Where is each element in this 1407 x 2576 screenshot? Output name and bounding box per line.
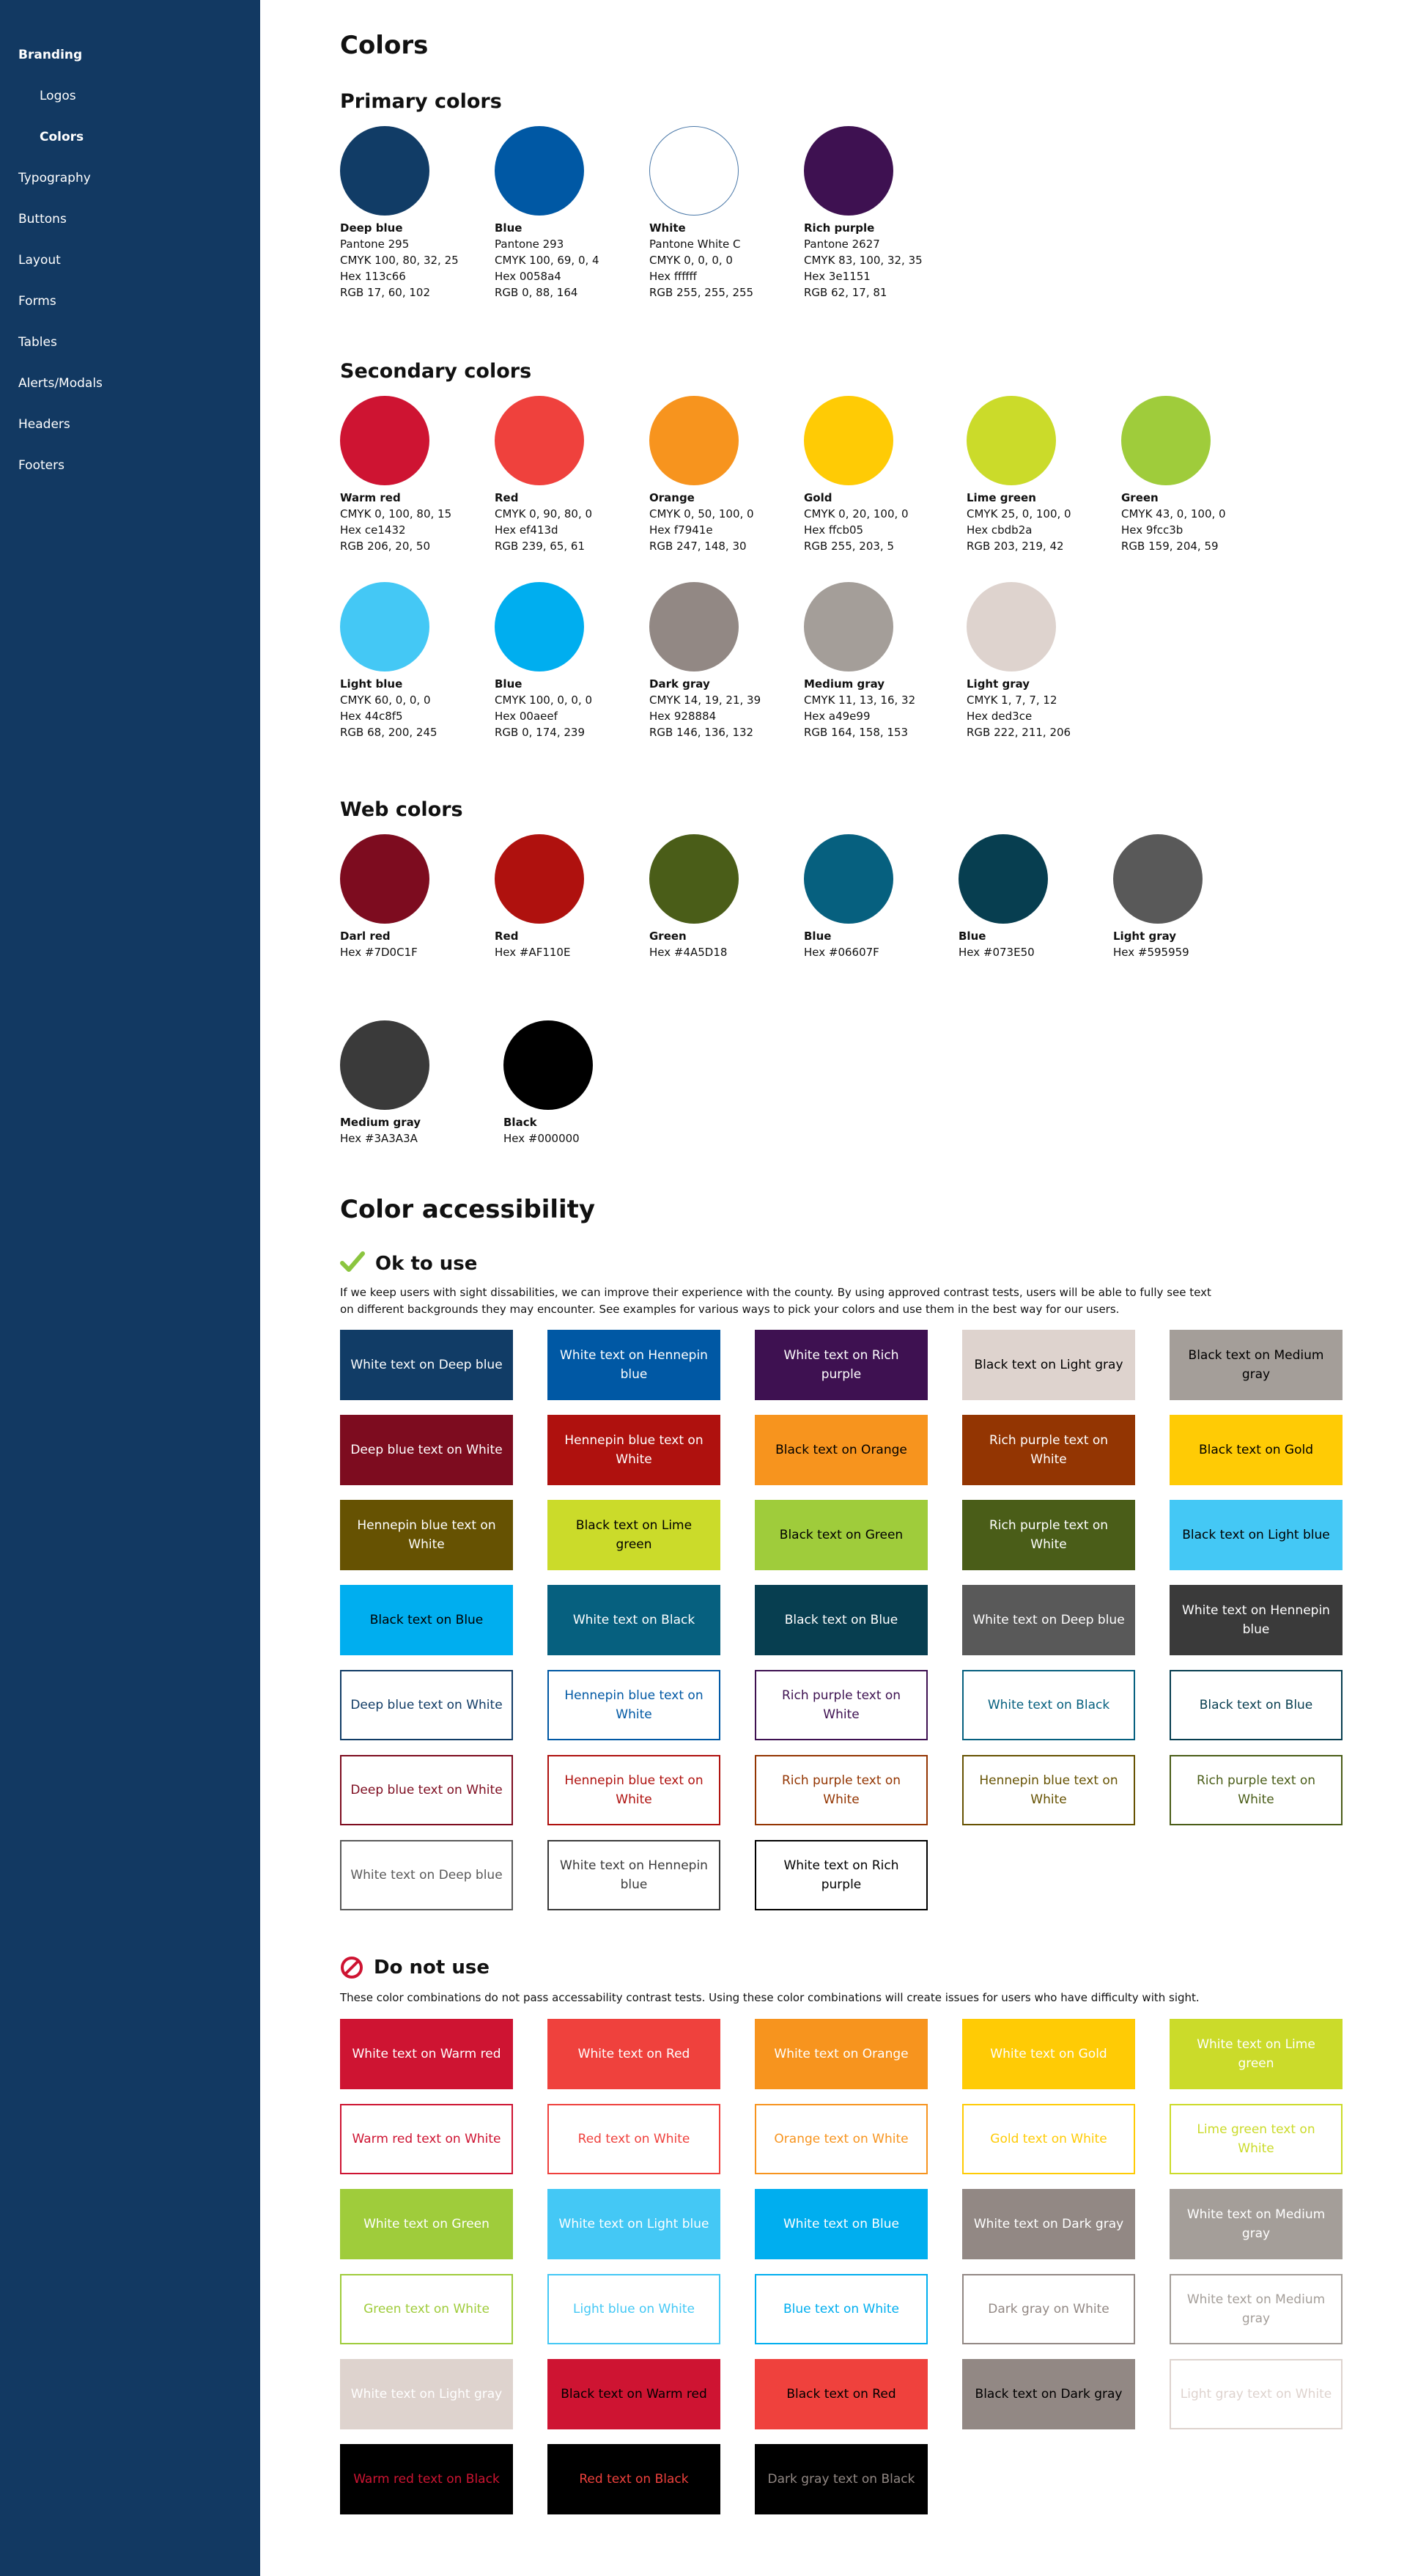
contrast-example: White text on Black: [547, 1585, 720, 1655]
color-spec: Hex ded3ce: [967, 710, 1033, 723]
sidebar-item-colors[interactable]: Colors: [40, 130, 84, 144]
contrast-example: White text on Hennepin blue: [547, 1840, 720, 1910]
contrast-example: Deep blue text on White: [340, 1670, 513, 1740]
color-circle: [495, 396, 584, 485]
color-spec: Hex #595959: [1113, 946, 1189, 959]
sidebar-item-tables[interactable]: Tables: [18, 335, 57, 350]
color-spec: Hex #AF110E: [495, 946, 571, 959]
color-swatch: [1121, 396, 1275, 554]
color-circle: [495, 834, 584, 924]
color-spec: Hex ffcb05: [804, 523, 864, 537]
contrast-example: Black text on Blue: [755, 1585, 928, 1655]
contrast-example: Red text on Black: [547, 2444, 720, 2514]
color-name: Lime green: [967, 491, 1036, 504]
sidebar: [0, 0, 260, 2576]
sidebar-item-footers[interactable]: Footers: [18, 458, 64, 473]
color-swatch: [804, 396, 958, 554]
color-spec: Hex cbdb2a: [967, 523, 1033, 537]
color-name: Red: [495, 930, 519, 943]
color-name: Warm red: [340, 491, 401, 504]
contrast-example: Black text on Light gray: [962, 1330, 1135, 1400]
contrast-example: Black text on Lime green: [547, 1500, 720, 1570]
secondary-colors-heading: Secondary colors: [340, 360, 532, 383]
color-swatch: [649, 834, 803, 960]
color-circle: [340, 834, 429, 924]
do-not-use-heading: Do not use: [374, 1957, 490, 1979]
color-name: Blue: [959, 930, 986, 943]
color-spec: Pantone White C: [649, 238, 741, 251]
contrast-example: Black text on Orange: [755, 1415, 928, 1485]
color-spec: RGB 68, 200, 245: [340, 726, 437, 739]
primary-colors-heading: Primary colors: [340, 90, 502, 113]
contrast-example: White text on Light blue: [547, 2189, 720, 2259]
contrast-example: Light gray text on White: [1170, 2359, 1343, 2429]
color-name: Gold: [804, 491, 832, 504]
color-spec: RGB 164, 158, 153: [804, 726, 909, 739]
color-circle: [340, 126, 429, 216]
contrast-example: Blue text on White: [755, 2274, 928, 2344]
color-spec: RGB 146, 136, 132: [649, 726, 754, 739]
color-spec: Hex #7D0C1F: [340, 946, 418, 959]
contrast-example: Lime green text on White: [1170, 2104, 1343, 2174]
color-circle: [967, 582, 1056, 671]
color-name: Blue: [804, 930, 832, 943]
color-circle: [649, 582, 739, 671]
sidebar-item-alerts-modals[interactable]: Alerts/Modals: [18, 376, 103, 391]
color-name: Orange: [649, 491, 695, 504]
contrast-example: Deep blue text on White: [340, 1755, 513, 1825]
color-name: Black: [503, 1116, 537, 1129]
color-swatch: [804, 834, 958, 960]
color-swatch: [649, 582, 803, 740]
contrast-example: White text on Red: [547, 2019, 720, 2089]
color-swatch: [495, 396, 649, 554]
main-content: [340, 0, 1366, 2576]
color-name: White: [649, 221, 686, 235]
contrast-example: White text on Deep blue: [340, 1330, 513, 1400]
contrast-example: White text on Rich purple: [755, 1840, 928, 1910]
color-swatch: [649, 126, 803, 301]
contrast-example: Deep blue text on White: [340, 1415, 513, 1485]
color-spec: RGB 255, 255, 255: [649, 286, 754, 299]
color-swatch: [340, 126, 494, 301]
sidebar-item-layout[interactable]: Layout: [18, 253, 61, 268]
color-circle: [804, 582, 893, 671]
web-colors-heading: Web colors: [340, 798, 463, 821]
color-swatch: [804, 582, 958, 740]
prohibited-icon: [340, 1956, 363, 1982]
color-spec: Hex #073E50: [959, 946, 1035, 959]
color-spec: Hex #06607F: [804, 946, 879, 959]
color-circle: [340, 582, 429, 671]
contrast-example: White text on Warm red: [340, 2019, 513, 2089]
contrast-example: Light blue on White: [547, 2274, 720, 2344]
contrast-example: Rich purple text on White: [755, 1670, 928, 1740]
color-spec: Pantone 295: [340, 238, 410, 251]
sidebar-item-logos[interactable]: Logos: [40, 89, 76, 103]
contrast-example: White text on Lime green: [1170, 2019, 1343, 2089]
color-spec: CMYK 0, 50, 100, 0: [649, 507, 754, 520]
page-title: Colors: [340, 31, 429, 60]
color-circle: [1113, 834, 1203, 924]
color-spec: Hex ce1432: [340, 523, 406, 537]
color-name: Blue: [495, 221, 522, 235]
color-circle: [804, 126, 893, 216]
color-swatch: [340, 834, 494, 960]
contrast-example: White text on Medium gray: [1170, 2189, 1343, 2259]
color-spec: Pantone 293: [495, 238, 564, 251]
color-spec: Hex #4A5D18: [649, 946, 728, 959]
contrast-example: White text on Green: [340, 2189, 513, 2259]
color-circle: [495, 126, 584, 216]
color-swatch: [340, 1020, 494, 1147]
color-spec: RGB 0, 174, 239: [495, 726, 585, 739]
color-name: Darl red: [340, 930, 391, 943]
contrast-example: Dark gray on White: [962, 2274, 1135, 2344]
do-not-use-description: These color combinations do not pass accessability contrast tests. Using these color combinations will create issues for users who have difficulty with sight.: [340, 1991, 1200, 2004]
color-spec: Hex #3A3A3A: [340, 1132, 418, 1145]
color-spec: CMYK 0, 90, 80, 0: [495, 507, 593, 520]
color-circle: [503, 1020, 593, 1110]
color-spec: CMYK 43, 0, 100, 0: [1121, 507, 1226, 520]
color-circle: [804, 834, 893, 924]
contrast-example: White text on Rich purple: [755, 1330, 928, 1400]
color-spec: RGB 0, 88, 164: [495, 286, 578, 299]
ok-to-use-description: If we keep users with sight dissabilities, we can improve their experience with the county. By using approved contrast tests, users will be able to fully see text on different backgrounds they may encounter. See examples for various ways to pick your colors and use them in the best way for our users.: [340, 1286, 1211, 1316]
color-circle: [959, 834, 1048, 924]
sidebar-item-forms[interactable]: Forms: [18, 294, 56, 309]
color-swatch: [340, 582, 494, 740]
color-spec: CMYK 100, 80, 32, 25: [340, 254, 459, 267]
color-spec: Hex #000000: [503, 1132, 580, 1145]
color-spec: Hex ef413d: [495, 523, 558, 537]
color-name: Dark gray: [649, 677, 710, 691]
color-name: Light gray: [967, 677, 1030, 691]
color-spec: Hex 928884: [649, 710, 717, 723]
contrast-example: Rich purple text on White: [755, 1755, 928, 1825]
color-spec: RGB 159, 204, 59: [1121, 540, 1219, 553]
color-swatch: [340, 396, 494, 554]
color-spec: CMYK 60, 0, 0, 0: [340, 693, 431, 707]
contrast-example: White text on Black: [962, 1670, 1135, 1740]
contrast-example: Dark gray text on Black: [755, 2444, 928, 2514]
sidebar-item-buttons[interactable]: Buttons: [18, 212, 67, 227]
contrast-example: Hennepin blue text on White: [547, 1670, 720, 1740]
color-name: Green: [649, 930, 687, 943]
color-swatch: [1113, 834, 1267, 960]
color-swatch: [503, 1020, 657, 1147]
color-name: Light blue: [340, 677, 403, 691]
color-spec: CMYK 14, 19, 21, 39: [649, 693, 761, 707]
contrast-example: White text on Deep blue: [962, 1585, 1135, 1655]
color-spec: RGB 206, 20, 50: [340, 540, 430, 553]
contrast-example: White text on Medium gray: [1170, 2274, 1343, 2344]
contrast-example: Orange text on White: [755, 2104, 928, 2174]
contrast-example: Black text on Gold: [1170, 1415, 1343, 1485]
color-swatch: [495, 582, 649, 740]
ok-to-use-heading: Ok to use: [375, 1253, 478, 1275]
contrast-example: Hennepin blue text on White: [547, 1415, 720, 1485]
color-spec: CMYK 100, 0, 0, 0: [495, 693, 593, 707]
color-circle: [340, 396, 429, 485]
color-spec: Hex 0058a4: [495, 270, 561, 283]
color-spec: CMYK 25, 0, 100, 0: [967, 507, 1071, 520]
color-spec: Pantone 2627: [804, 238, 880, 251]
contrast-example: Black text on Light blue: [1170, 1500, 1343, 1570]
color-swatch: [804, 126, 958, 301]
color-circle: [495, 582, 584, 671]
contrast-example: Hennepin blue text on White: [547, 1755, 720, 1825]
contrast-example: White text on Dark gray: [962, 2189, 1135, 2259]
contrast-example: White text on Deep blue: [340, 1840, 513, 1910]
contrast-example: White text on Light gray: [340, 2359, 513, 2429]
contrast-example: Rich purple text on White: [1170, 1755, 1343, 1825]
color-spec: RGB 203, 219, 42: [967, 540, 1064, 553]
contrast-example: Black text on Green: [755, 1500, 928, 1570]
color-name: Green: [1121, 491, 1159, 504]
color-spec: Hex ffffff: [649, 270, 697, 283]
color-spec: RGB 239, 65, 61: [495, 540, 585, 553]
color-swatch: [959, 834, 1112, 960]
checkmark-icon: [340, 1251, 365, 1277]
color-accessibility-heading: Color accessibility: [340, 1195, 596, 1224]
contrast-example: Rich purple text on White: [962, 1500, 1135, 1570]
color-circle: [340, 1020, 429, 1110]
color-circle: [1121, 396, 1211, 485]
color-spec: Hex 113c66: [340, 270, 406, 283]
contrast-example: White text on Hennepin blue: [1170, 1585, 1343, 1655]
contrast-example: Red text on White: [547, 2104, 720, 2174]
contrast-example: Rich purple text on White: [962, 1415, 1135, 1485]
contrast-example: Black text on Medium gray: [1170, 1330, 1343, 1400]
color-spec: CMYK 83, 100, 32, 35: [804, 254, 923, 267]
color-swatch: [649, 396, 803, 554]
color-swatch: [495, 834, 649, 960]
contrast-example: Gold text on White: [962, 2104, 1135, 2174]
sidebar-item-typography[interactable]: Typography: [18, 171, 91, 185]
contrast-example: Warm red text on Black: [340, 2444, 513, 2514]
color-name: Medium gray: [340, 1116, 421, 1129]
color-spec: Hex f7941e: [649, 523, 713, 537]
color-circle: [649, 396, 739, 485]
color-name: Light gray: [1113, 930, 1177, 943]
contrast-example: White text on Orange: [755, 2019, 928, 2089]
color-spec: RGB 17, 60, 102: [340, 286, 430, 299]
color-name: Rich purple: [804, 221, 875, 235]
color-spec: Hex 3e1151: [804, 270, 871, 283]
contrast-example: Hennepin blue text on White: [340, 1500, 513, 1570]
color-spec: CMYK 0, 0, 0, 0: [649, 254, 733, 267]
contrast-example: Black text on Red: [755, 2359, 928, 2429]
contrast-example: White text on Hennepin blue: [547, 1330, 720, 1400]
color-spec: CMYK 0, 100, 80, 15: [340, 507, 452, 520]
color-spec: RGB 62, 17, 81: [804, 286, 887, 299]
contrast-example: Green text on White: [340, 2274, 513, 2344]
contrast-example: Black text on Warm red: [547, 2359, 720, 2429]
color-spec: Hex 44c8f5: [340, 710, 403, 723]
color-swatch: [967, 582, 1120, 740]
color-spec: RGB 247, 148, 30: [649, 540, 747, 553]
color-spec: CMYK 100, 69, 0, 4: [495, 254, 599, 267]
color-circle: [804, 396, 893, 485]
color-spec: RGB 255, 203, 5: [804, 540, 894, 553]
color-name: Blue: [495, 677, 522, 691]
contrast-example: White text on Blue: [755, 2189, 928, 2259]
color-spec: CMYK 0, 20, 100, 0: [804, 507, 909, 520]
contrast-example: Black text on Blue: [340, 1585, 513, 1655]
color-spec: Hex a49e99: [804, 710, 871, 723]
color-spec: CMYK 1, 7, 7, 12: [967, 693, 1057, 707]
contrast-example: Hennepin blue text on White: [962, 1755, 1135, 1825]
color-spec: Hex 00aeef: [495, 710, 558, 723]
color-spec: CMYK 11, 13, 16, 32: [804, 693, 916, 707]
color-name: Medium gray: [804, 677, 885, 691]
contrast-example: White text on Gold: [962, 2019, 1135, 2089]
color-circle: [967, 396, 1056, 485]
color-circle: [649, 834, 739, 924]
color-name: Deep blue: [340, 221, 403, 235]
contrast-example: Black text on Dark gray: [962, 2359, 1135, 2429]
sidebar-item-headers[interactable]: Headers: [18, 417, 70, 432]
contrast-example: Warm red text on White: [340, 2104, 513, 2174]
sidebar-item-branding[interactable]: Branding: [18, 48, 83, 62]
color-spec: RGB 222, 211, 206: [967, 726, 1071, 739]
color-name: Red: [495, 491, 519, 504]
color-circle: [649, 126, 739, 216]
color-swatch: [967, 396, 1120, 554]
color-swatch: [495, 126, 649, 301]
contrast-example: Black text on Blue: [1170, 1670, 1343, 1740]
color-spec: Hex 9fcc3b: [1121, 523, 1183, 537]
